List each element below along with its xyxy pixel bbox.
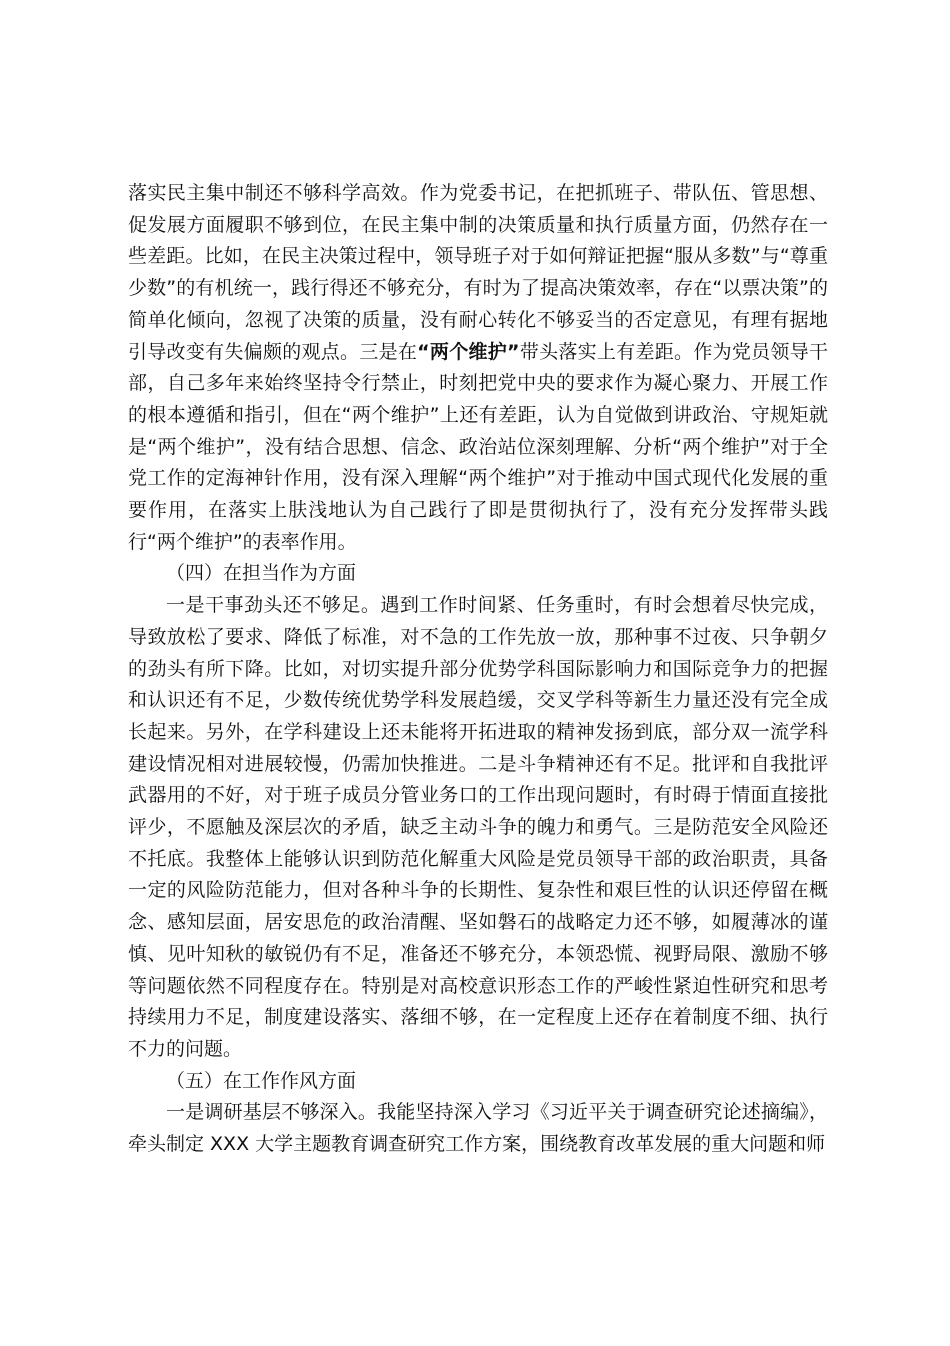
paragraph-democratic-centralism [128, 178, 828, 558]
paragraph-text: 带头落实上有差距。作为党员领导干部，自己多年来始终坚持令行禁止，时刻把党中央的要求作为凝心聚力、开展工作的根本遵循和指引，但在“两个维护”上还有差距，认为自觉做到讲政治、守规矩就是“两个维护”，没有结合思想、信念、政治站位深刻理解、分析“两个维护”对于全党工作的定海神针作用，没有深入理解“两个维护”对于推动中国式现代化发展的重要作用，在落实上肤浅地认为自己践行了即是贯彻执行了，没有充分发挥带头践行“两个维护”的表率作用。 [128, 340, 828, 553]
paragraph-text: 落实民主集中制还不够科学高效。作为党委书记，在把抓班子、带队伍、管思想、促发展方面履职不够到位，在民主集中制的决策质量和执行质量方面，仍然存在一些差距。比如，在民主决策过程中，领导班子对于如何辩证把握“服从多数”与“尊重少数”的有机统一，践行得还不够充分，有时为了提高决策效率，存在“以票决策”的简单化倾向，忽视了决策的质量，没有耐心转化不够妥当的否定意见，有理有据地引导改变有失偏颇的观点。三是在 [128, 182, 828, 363]
paragraph-responsibility: 一是干事劲头还不够足。遇到工作时间紧、任务重时，有时会想着尽快完成，导致放松了要求、降低了标准，对不急的工作先放一放，那种事不过夜、只争朝夕的劲头有所下降。比如，对切实提升部分优势学科国际影响力和国际竞争力的把握和认识还有不足，少数传统优势学科发展趋缓，交叉学科等新生力量还没有完全成长起来。另外，在学科建设上还未能将开拓进取的精神发扬到底，部分双一流学科建设情况相对进展较慢，仍需加快推进。二是斗争精神还有不足。批评和自我批评武器用的不好，对于班子成员分管业务口的工作出现问题时，有时碍于情面直接批评少，不愿触及深层次的矛盾，缺乏主动斗争的魄力和勇气。三是防范安全风险还不托底。我整体上能够认识到防范化解重大风险是党员领导干部的政治职责，具备一定的风险防范能力，但对各种斗争的长期性、复杂性和艰巨性的认识还停留在概念、感知层面，居安思危的政治清醒、坚如磐石的战略定力还不够，如履薄冰的谨慎、见叶知秋的敏锐仍有不足，准备还不够充分，本领恐慌、视野局限、激励不够等问题依然不同程度存在。特别是对高校意识形态工作的严峻性紧迫性研究和思考持续用力不足，制度建设落实、落细不够，在一定程度上还存在着制度不细、执行不力的问题。 [128, 594, 828, 1060]
section-heading-work-style: （五）在工作作风方面 [166, 1069, 357, 1092]
bold-phrase-two-safeguards: “两个维护” [417, 340, 520, 363]
section-heading-responsibility: （四）在担当作为方面 [166, 562, 357, 585]
document-page [128, 178, 828, 1161]
paragraph-work-style: 一是调研基层不够深入。我能坚持深入学习《习近平关于调查研究论述摘编》，牵头制定 XXX 大学主题教育调查研究工作方案，围绕教育改革发展的重大问题和师 [128, 1101, 828, 1156]
